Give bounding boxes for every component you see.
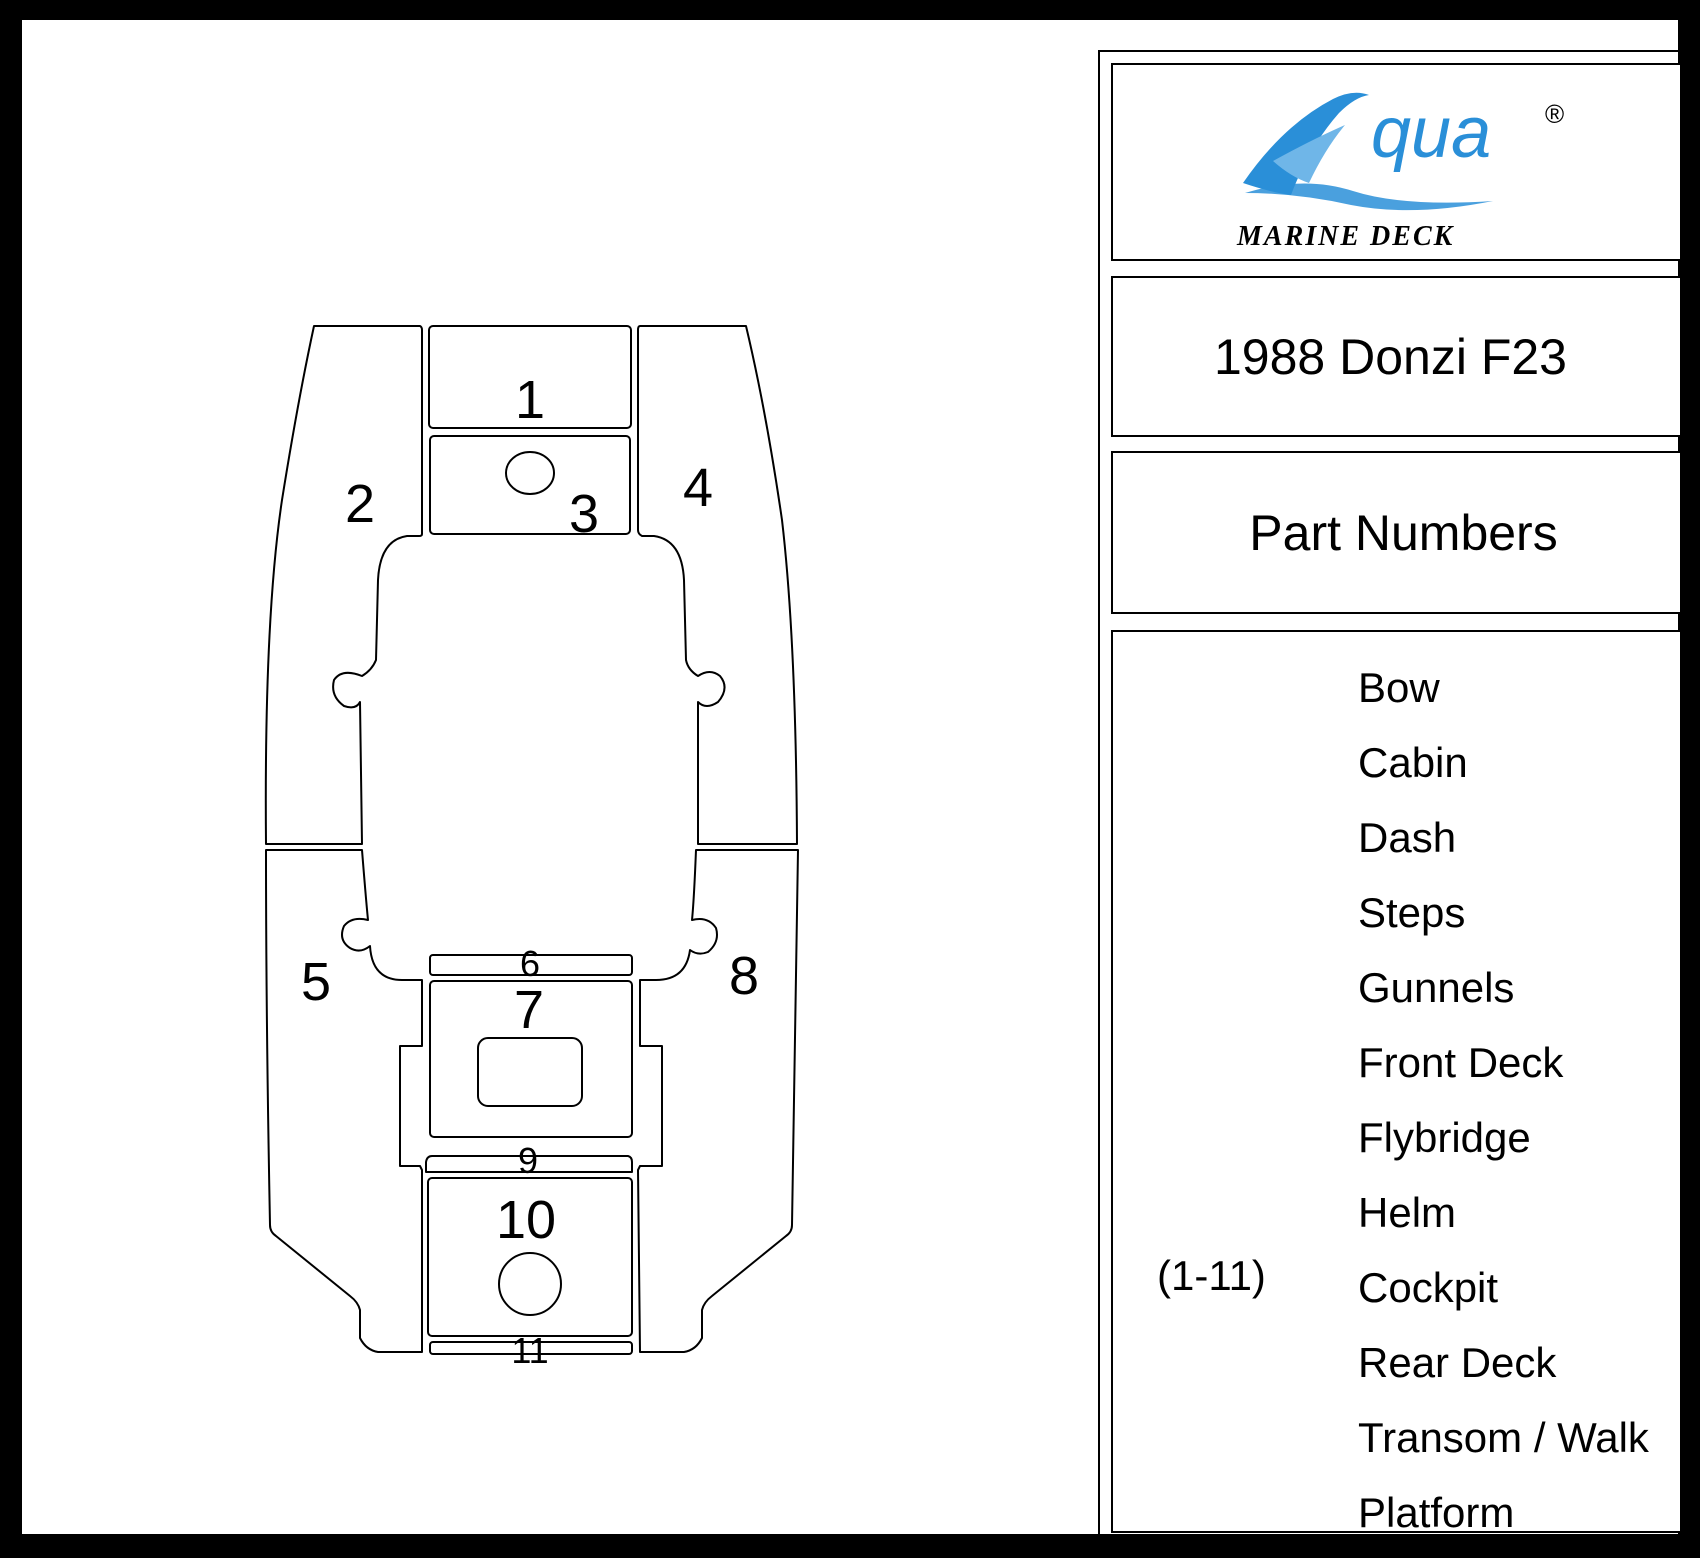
part-range: (1-11) [1157,1252,1266,1299]
list-item: Platform [1358,1489,1515,1536]
piece-10-label: 10 [495,1190,557,1250]
logo-box [1111,63,1682,261]
list-item: Flybridge [1358,1114,1531,1161]
piece-8-label: 8 [728,946,760,1006]
piece-2-label: 2 [344,474,376,534]
list-item: Cockpit [1358,1264,1499,1311]
drawing-sheet [22,20,1678,1534]
piece-10-cutout [499,1253,561,1315]
piece-11-label: 11 [511,1330,549,1371]
aqua-logo [1113,65,1680,259]
page-subtitle: Part Numbers [1249,504,1558,561]
piece-7-cutout [478,1038,582,1106]
title-box [1111,276,1682,437]
list-item: Gunnels [1358,964,1515,1011]
piece-9-label: 9 [517,1140,539,1181]
deck-layout-diagram [22,20,1072,1534]
list-item: Rear Deck [1358,1339,1557,1386]
part-name-list [1358,650,1649,1550]
part-list-box [1111,630,1682,1536]
list-item: Bow [1358,664,1440,711]
list-item: Cabin [1358,739,1468,786]
logo-registered-mark: ® [1545,99,1565,129]
piece-5-label: 5 [300,952,332,1012]
logo-tagline: MARINE DECK [1237,221,1455,252]
piece-1-label: 1 [514,370,546,430]
piece-5-outline [266,850,422,1352]
list-item: Transom / Walk [1358,1414,1649,1461]
list-item: Dash [1358,814,1457,861]
info-panel [1098,50,1683,1543]
logo-wave-1 [1245,183,1493,210]
list-item: Steps [1358,889,1466,936]
list-item: Front Deck [1358,1039,1564,1086]
piece-3-cutout [506,452,554,494]
piece-2-outline [266,326,422,844]
piece-4-outline [638,326,797,844]
page-title: 1988 Donzi F23 [1213,328,1567,385]
piece-7-label: 7 [513,980,545,1040]
list-item: Helm [1358,1189,1457,1236]
subtitle-box [1111,451,1682,614]
piece-3-label: 3 [568,484,600,544]
piece-6-label: 6 [519,943,541,984]
piece-3-outline [430,436,630,534]
piece-4-label: 4 [682,458,714,518]
piece-8-outline [638,850,798,1352]
logo-wordmark: qua [1371,93,1492,173]
